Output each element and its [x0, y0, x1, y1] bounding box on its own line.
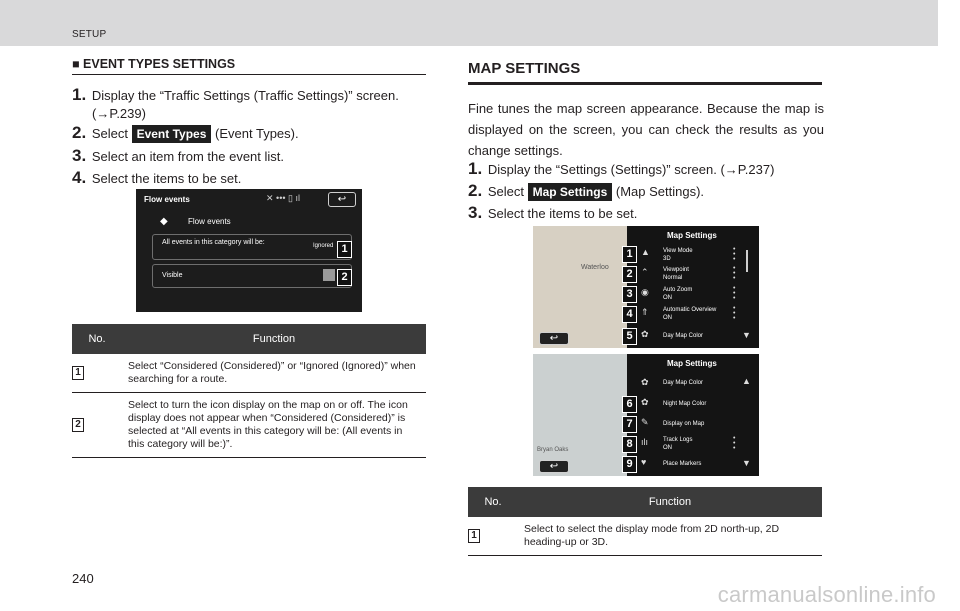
- back-button[interactable]: ↩: [539, 332, 569, 345]
- status-icons: ✕ ••• ▯ ıl: [266, 193, 300, 203]
- map-settings-table: No. Function 1 Select to select the display mode from 2D north-up, 2D heading-up or 3D.: [468, 487, 822, 556]
- event-types-button[interactable]: Event Types: [132, 125, 212, 143]
- badge-5: 5: [622, 328, 637, 345]
- badge-7: 7: [622, 416, 637, 433]
- badge-4: 4: [622, 306, 637, 323]
- right-step-1: 1. Display the “Settings (Settings)” screen. (→P.237): [468, 159, 775, 178]
- flow-icon: ◆: [160, 216, 168, 227]
- flow-events-screen: [136, 189, 362, 312]
- menu-item-track-logs[interactable]: Track Logs ON: [663, 437, 693, 451]
- badge-2: 2: [622, 266, 637, 283]
- auto-zoom-icon: ◉: [641, 287, 649, 297]
- visible-row[interactable]: Visible: [152, 264, 352, 288]
- visible-checkbox[interactable]: [323, 269, 335, 281]
- screen-title: Flow events: [144, 195, 190, 204]
- badge-1: 1: [622, 246, 637, 263]
- palette-icon: ✿: [641, 329, 649, 339]
- all-events-row[interactable]: All events in this category will be: Ignored: [152, 234, 352, 260]
- night-palette-icon: ✿: [641, 397, 649, 407]
- map-settings-heading: MAP SETTINGS: [468, 60, 822, 85]
- back-button[interactable]: ↩: [539, 460, 569, 473]
- map-settings-button[interactable]: Map Settings: [528, 183, 613, 201]
- overview-icon: ⇑: [641, 307, 649, 317]
- right-step-2: 2. Select Map Settings (Map Settings).: [468, 181, 705, 200]
- left-step-3: 3. Select an item from the event list.: [72, 146, 285, 165]
- left-step-1: 1. Display the “Traffic Settings (Traffic Settings)” screen. (→P.239): [72, 85, 399, 121]
- view-mode-icon: ▲: [641, 247, 650, 257]
- scroll-down-icon[interactable]: ▼: [742, 458, 751, 468]
- menu-panel: Map Settings ✿ Day Map Color ▲ 6 ✿ Night Map Color 7 ✎ Display on Map 8 ılı Track Logs ON • • • 9 ♥ Place Markers ▼: [627, 354, 759, 476]
- scroll-down-icon[interactable]: ▼: [742, 330, 751, 340]
- menu-item-automatic-overview[interactable]: Automatic Overview ON: [663, 307, 717, 321]
- menu-item-day-map-color[interactable]: Day Map Color: [663, 333, 704, 339]
- menu-item-place-markers[interactable]: Place Markers: [663, 461, 702, 467]
- wrench-icon: ✎: [641, 417, 649, 427]
- item-header: Flow events: [188, 217, 231, 226]
- event-types-table: No. Function 1 Select “Considered (Considered)” or “Ignored (Ignored)” when searching for a route. 2 Select to turn the icon display on the map on or off. The icon display does not appear when “Considered (Considered)” is selected at “All events in this category will be: (All events in this category will be:)”.: [72, 324, 426, 458]
- menu-item-display-on-map[interactable]: Display on Map: [663, 421, 705, 427]
- menu-item-view-mode[interactable]: View Mode 3D: [663, 248, 693, 262]
- badge-3: 3: [622, 286, 637, 303]
- map-label: Bryan Oaks: [537, 447, 569, 453]
- map-preview: [533, 226, 627, 348]
- row1-value: Ignored: [313, 243, 334, 249]
- badge-8: 8: [622, 436, 637, 453]
- track-logs-icon: ılı: [641, 437, 649, 447]
- badge-9: 9: [622, 456, 637, 473]
- menu-item-viewpoint[interactable]: Viewpoint Normal: [663, 267, 689, 281]
- menu-panel: Map Settings 1 ▲ View Mode 3D • • • 2 ⌃ Viewpoint Normal • • • 3 ◉ Auto Zoom ON • • • 4 ⇑ Automatic Overview ON • • • 5 ✿ Day Map Color ▼: [627, 226, 759, 348]
- left-step-4: 4. Select the items to be set.: [72, 168, 242, 187]
- table-row: 1 Select to select the display mode from 2D north-up, 2D heading-up or 3D.: [468, 517, 822, 556]
- menu-item-auto-zoom[interactable]: Auto Zoom ON: [663, 287, 693, 301]
- map-label: Waterloo: [581, 264, 609, 271]
- page-number: 240: [72, 571, 94, 586]
- table-row: 2 Select to turn the icon display on the map on or off. The icon display does not appear when “Considered (Considered)” is selected at “All events in this category will be: (All events in this category will be:)”.: [72, 393, 426, 458]
- map-settings-screen-2: [533, 354, 759, 476]
- left-step-2: 2. Select Event Types (Event Types).: [72, 123, 299, 142]
- table-row: 1 Select “Considered (Considered)” or “Ignored (Ignored)” when searching for a route.: [72, 354, 426, 393]
- badge-2: 2: [337, 269, 352, 286]
- badge-1: 1: [337, 241, 352, 258]
- map-settings-screen-1: [533, 226, 759, 348]
- watermark: carmanualsonline.info: [717, 582, 936, 607]
- map-preview: [533, 354, 627, 476]
- right-step-3: 3. Select the items to be set.: [468, 203, 638, 222]
- menu-item-day-map-color[interactable]: Day Map Color: [663, 380, 704, 386]
- badge-6: 6: [622, 396, 637, 413]
- viewpoint-icon: ⌃: [641, 267, 649, 277]
- palette-icon: ✿: [641, 377, 649, 387]
- page-header: [0, 0, 938, 46]
- scroll-up-icon[interactable]: ▲: [742, 376, 751, 386]
- menu-item-night-map-color[interactable]: Night Map Color: [663, 401, 707, 407]
- intro-paragraph: Fine tunes the map screen appearance. Because the map is displayed on the screen, you can check the results as you change settings.: [468, 101, 824, 158]
- section-label: SETUP: [72, 29, 107, 40]
- place-marker-icon: ♥: [641, 457, 647, 467]
- back-button[interactable]: ↩: [328, 192, 356, 207]
- event-types-heading: ■ EVENT TYPES SETTINGS: [72, 57, 426, 75]
- scrollbar[interactable]: [746, 250, 748, 272]
